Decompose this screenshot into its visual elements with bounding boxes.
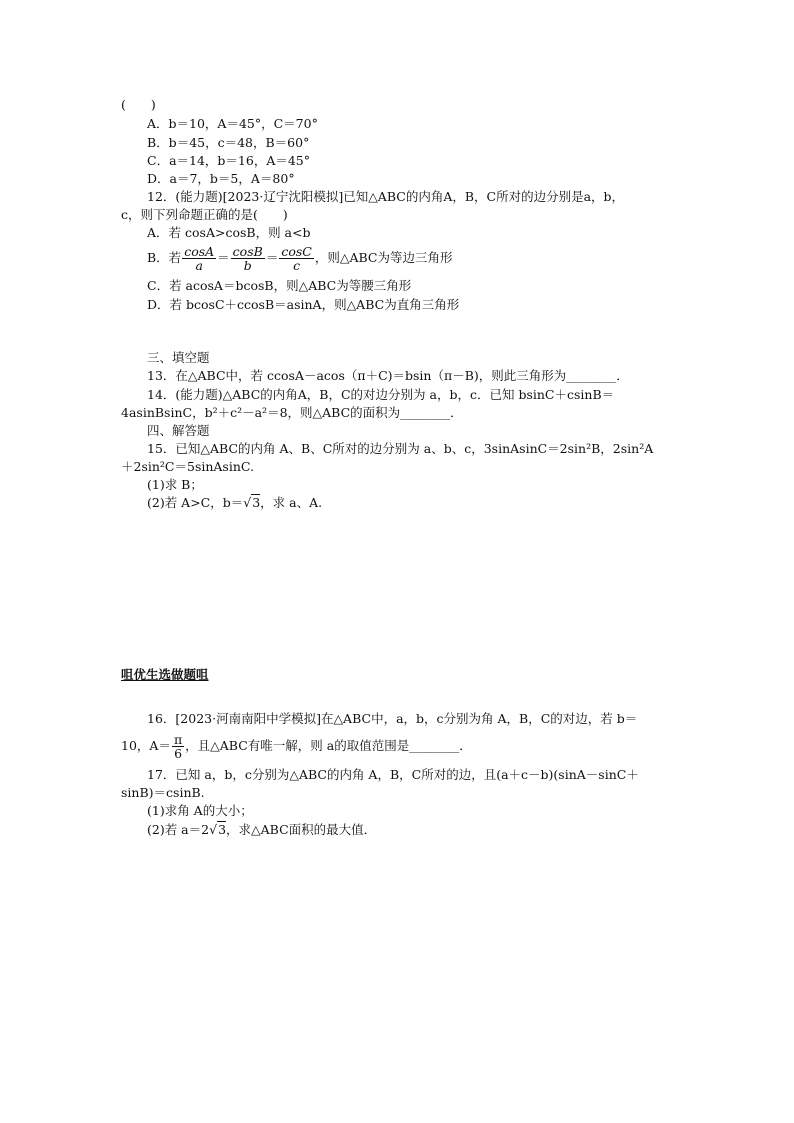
equals-sign: ＝ (265, 250, 279, 265)
q11-option-d: D．a＝7，b＝5，A＝80° (147, 171, 295, 186)
q15-part1: (1)求 B； (147, 477, 203, 492)
fraction-numerator: cosB (232, 244, 263, 259)
sqrt-radicand: 3 (252, 495, 261, 510)
equals-sign: ＝ (217, 250, 230, 265)
fraction-denominator: a (195, 258, 203, 273)
q16-line2 (121, 731, 472, 761)
section-4-heading: 四、解答题 (147, 423, 210, 438)
fraction-denominator: 6 (174, 746, 183, 761)
fraction-denominator: b (243, 258, 252, 273)
q11-option-c: C．a＝14，b＝16，A＝45° (147, 153, 311, 168)
q12-stem-line1: 12．(能力题)[2023·辽宁沈阳模拟]已知△ABC的内角A，B，C所对的边分别是a，b， (147, 189, 625, 204)
q13-text: 13．在△ABC中，若 ccosA－acos（π＋C)＝bsin（π－B)，则此三角形为________． (147, 368, 629, 383)
q12-option-d: D．若 bcosC＋ccosB＝asinA，则△ABC为直角三角形 (147, 297, 460, 312)
section-3-heading: 三、填空题 (147, 350, 210, 365)
q17-part2-suffix: ，求△ABC面积的最大值． (226, 822, 377, 837)
sqrt-radicand: 3 (218, 822, 227, 837)
fraction-denominator: c (293, 258, 301, 273)
q14-line2: 4asinBsinC，b²＋c²－a²＝8，则△ABC的面积为________． (121, 405, 463, 420)
q12-option-a: A．若 cosA>cosB，则 a<b (147, 225, 311, 240)
fraction-numerator: π (173, 732, 183, 747)
fraction-numerator: cosA (184, 244, 215, 259)
q11-answer-paren: ( ) (121, 97, 156, 112)
fraction-numerator: cosC (281, 244, 312, 259)
q11-option-b: B．b＝45，c＝48，B＝60° (147, 135, 310, 150)
sqrt-sign: √ (209, 822, 218, 837)
q17-part2-prefix: (2)若 a＝2 (147, 822, 210, 837)
q12-option-b (147, 243, 452, 273)
fraction (172, 733, 184, 760)
q17-line1: 17．已知 a，b，c分别为△ABC的内角 A，B，C所对的边，且(a＋c－b)(sinA－sinC＋ (147, 767, 639, 782)
q15-part2-suffix: ，求 a、A. (260, 495, 323, 510)
q15-line1: 15．已知△ABC的内角 A、B、C所对的边分别为 a、b、c，3sinAsinC＝2sin²B，2sin²A (147, 441, 654, 456)
q11-option-a: A．b＝10，A＝45°，C＝70° (147, 116, 318, 131)
q12-option-b-prefix: B．若 (147, 250, 182, 265)
sqrt-sign: √ (243, 495, 252, 510)
q12-option-b-suffix: ，则△ABC为等边三角形 (314, 250, 453, 265)
q17-part1: (1)求角 A的大小； (147, 803, 253, 818)
q15-part2 (147, 495, 322, 511)
fraction (182, 245, 216, 272)
advanced-section-header: 咀优生选做题咀 (121, 667, 209, 682)
q12-option-c: C．若 acosA＝bcosB，则△ABC为等腰三角形 (147, 278, 412, 293)
q16-line1: 16．[2023·河南南阳中学模拟]在△ABC中，a，b，c分别为角 A，B，C的对边，若 b＝ (147, 711, 638, 726)
q17-line2: sinB)＝csinB. (121, 785, 205, 800)
q12-stem-line2: c，则下列命题正确的是( ) (121, 207, 288, 222)
q16-line2-prefix: 10，A＝ (121, 738, 171, 753)
q16-line2-suffix: ，且△ABC有唯一解，则 a的取值范围是________． (185, 738, 472, 753)
fraction (279, 245, 314, 272)
q14-line1: 14．(能力题)△ABC的内角A，B，C的对边分别为 a，b，c．已知 bsinC＋csinB＝ (147, 387, 615, 402)
q15-part2-prefix: (2)若 A>C，b＝ (147, 495, 244, 510)
q15-line2: ＋2sin²C＝5sinAsinC. (121, 459, 254, 474)
q17-part2 (147, 822, 376, 838)
fraction (231, 245, 265, 272)
